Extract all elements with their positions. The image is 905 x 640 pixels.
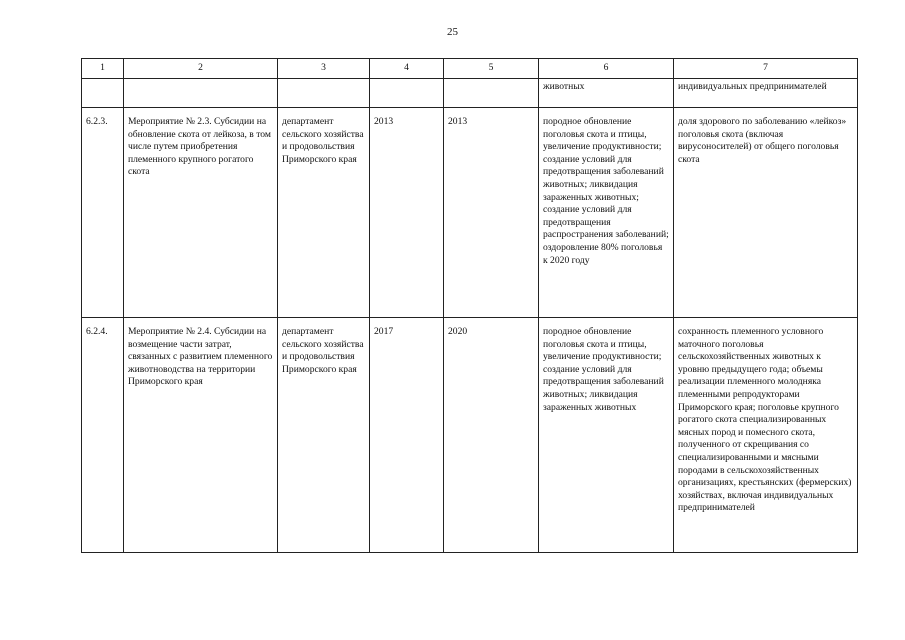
start-year-cell: 2013 — [370, 108, 444, 318]
column-header: 1 — [82, 59, 124, 79]
result-cell: породное обновление поголовья скота и птицы, увеличение продуктивности; создание условий для предотвращения заболеваний животных; ликвидация зараженных животных — [539, 318, 674, 553]
column-header: 6 — [539, 59, 674, 79]
executor-cell: департамент сельского хозяйства и продовольствия Приморского края — [278, 318, 370, 553]
column-number-row — [82, 59, 858, 79]
empty-cell — [444, 79, 539, 108]
column-header: 3 — [278, 59, 370, 79]
start-year-cell: 2017 — [370, 318, 444, 553]
continuation-row — [82, 79, 858, 108]
item-number-cell: 6.2.4. — [82, 318, 124, 553]
measure-cell: Мероприятие № 2.4. Субсидии на возмещение части затрат, связанных с развитием племенного животноводства на территории Приморского края — [124, 318, 278, 553]
column-header: 5 — [444, 59, 539, 79]
executor-cell: департамент сельского хозяйства и продовольствия Приморского края — [278, 108, 370, 318]
empty-cell — [82, 79, 124, 108]
empty-cell — [124, 79, 278, 108]
program-measures-table — [81, 58, 858, 553]
table-row — [82, 318, 858, 553]
indicator-cell: сохранность племенного условного маточного поголовья сельскохозяйственных животных к уровню предыдущего года; объемы реализации племенного молодняка племенными репродукторами Приморского края; поголовье крупного рогатого скота специализированных мясных пород и помесного скота, полученного от скрещивания со специализированными и мясными породами в сельскохозяйственных организациях, крестьянских (фермерских) хозяйствах, включая индивидуальных предпринимателей — [674, 318, 858, 553]
result-cell: животных — [539, 79, 674, 108]
table-row — [82, 108, 858, 318]
result-cell: породное обновление поголовья скота и птицы, увеличение продуктивности; создание условий для предотвращения заболеваний животных; ликвидация зараженных животных; создание условий для предотвращения распространения заболеваний; оздоровление 80% поголовья к 2020 году — [539, 108, 674, 318]
end-year-cell: 2020 — [444, 318, 539, 553]
end-year-cell: 2013 — [444, 108, 539, 318]
page-number: 25 — [447, 26, 458, 38]
indicator-cell: доля здорового по заболеванию «лейкоз» поголовья скота (включая вирусоносителей) от общего поголовья скота — [674, 108, 858, 318]
column-header: 4 — [370, 59, 444, 79]
empty-cell — [278, 79, 370, 108]
empty-cell — [370, 79, 444, 108]
indicator-cell: индивидуальных предпринимателей — [674, 79, 858, 108]
measure-cell: Мероприятие № 2.3. Субсидии на обновление скота от лейкоза, в том числе путем приобретения племенного крупного рогатого скота — [124, 108, 278, 318]
column-header: 2 — [124, 59, 278, 79]
item-number-cell: 6.2.3. — [82, 108, 124, 318]
column-header: 7 — [674, 59, 858, 79]
